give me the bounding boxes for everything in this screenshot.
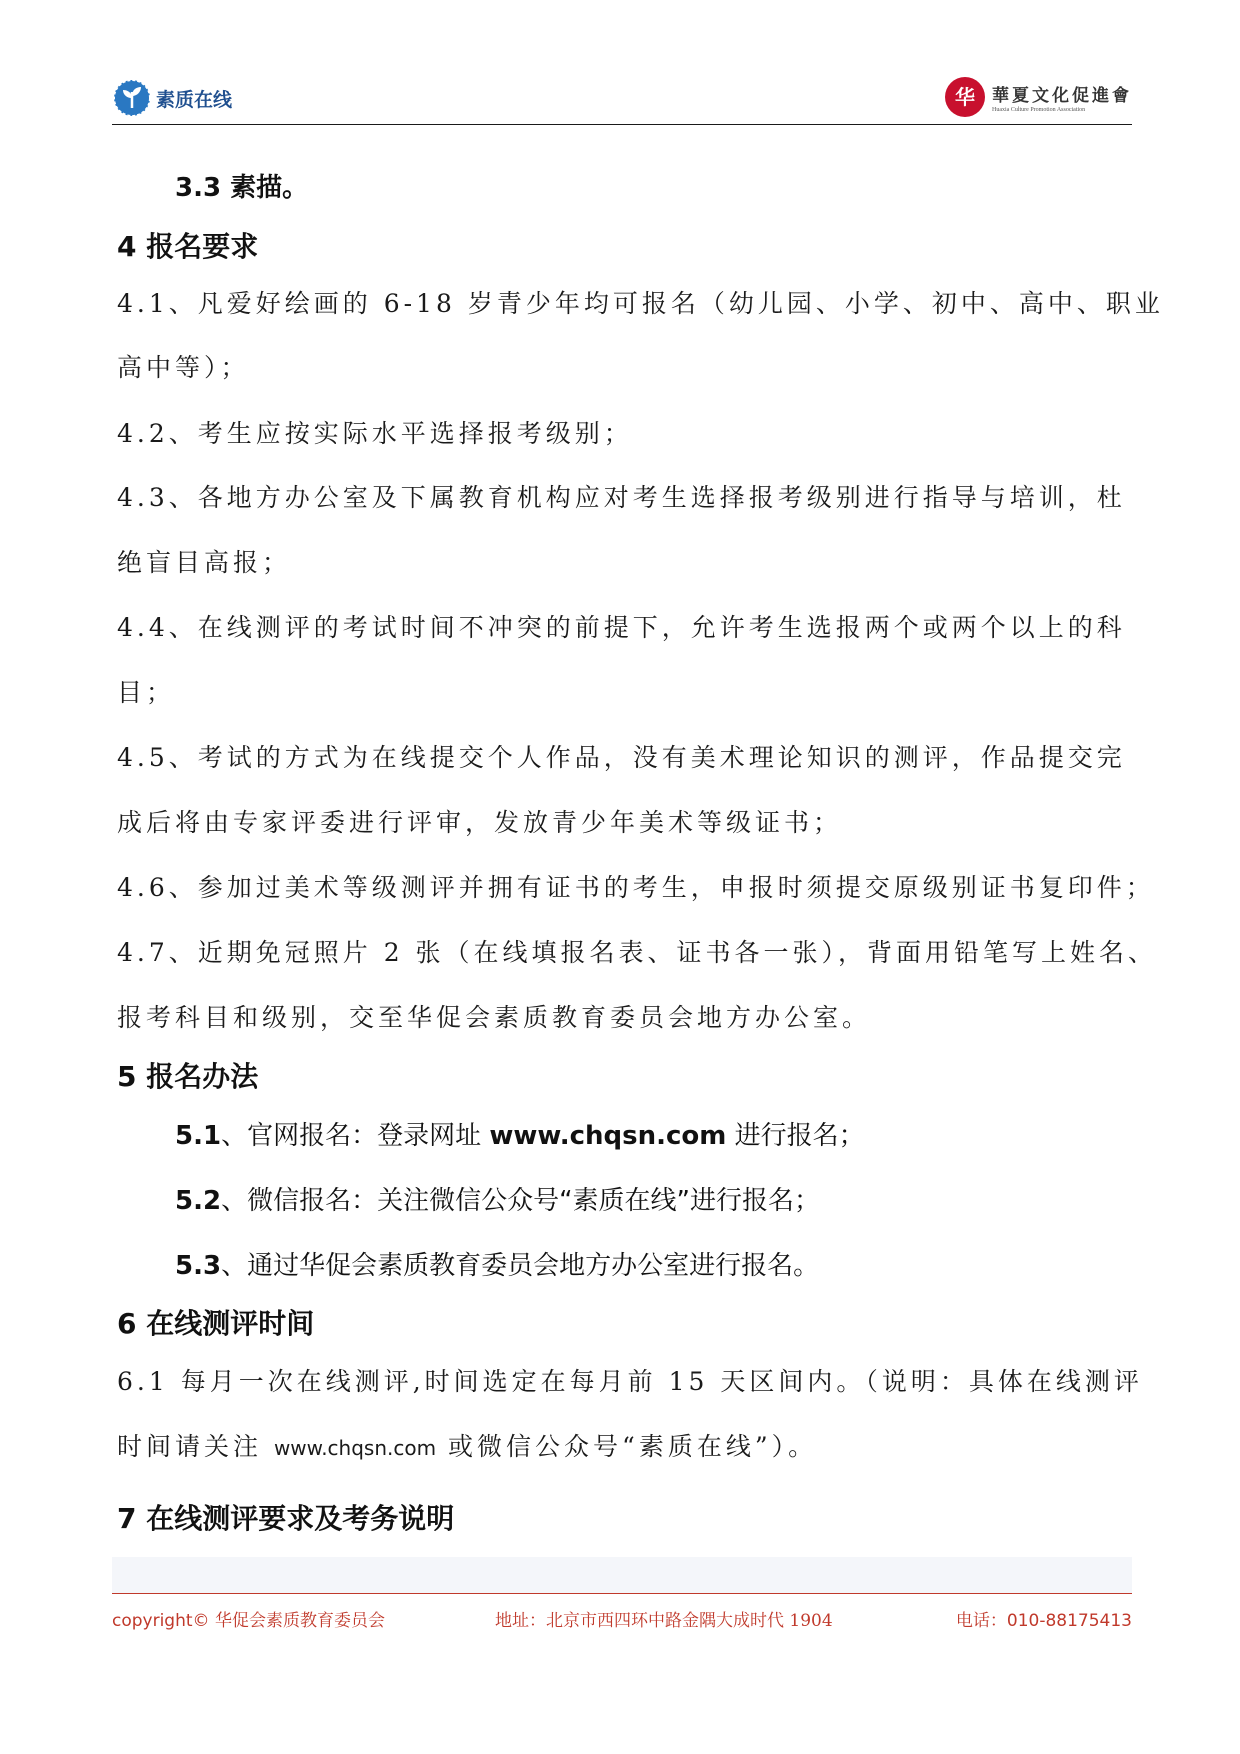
paragraph-4-2: 4.2、考生应按实际水平选择报考级别；: [117, 419, 633, 448]
item-3-3: [175, 167, 308, 204]
footer-shade: [112, 1557, 1132, 1593]
org-name: 華夏文化促進會: [992, 86, 1132, 106]
suzhi-logo: [112, 76, 232, 120]
footer-address: 地址：北京市西四环中路金隅大成时代 1904: [495, 1611, 833, 1631]
section-6-title: 6 在线测评时间: [117, 1307, 315, 1340]
item-5-2-number: 5.2: [175, 1186, 222, 1216]
item-5-1-text-b: 进行报名；: [726, 1121, 865, 1151]
sprout-logo-icon: [112, 78, 152, 118]
paragraph-4-1-line-1: 4.1、凡爱好绘画的 6-18 岁青少年均可报名（幼儿园、小学、初中、高中、职业: [117, 289, 1164, 318]
item-5-2: [175, 1180, 820, 1217]
paragraph-4-4-line-2: 目；: [117, 678, 176, 707]
footer-copyright: copyright© 华促会素质教育委员会: [112, 1611, 385, 1631]
paragraph-4-3-line-2: 绝盲目高报；: [117, 548, 292, 577]
org-seal-icon: [944, 76, 986, 118]
footer-phone: 电话：010-88175413: [955, 1611, 1132, 1631]
huaxia-org-logo: [944, 72, 1132, 122]
page-header: [112, 72, 1132, 124]
paragraph-4-4-line-1: 4.4、在线测评的考试时间不冲突的前提下，允许考生选报两个或两个以上的科: [117, 613, 1126, 642]
paragraph-4-1-line-2: 高中等）；: [117, 353, 250, 382]
section-7-title: 7 在线测评要求及考务说明: [117, 1502, 455, 1535]
logo-text: 素质在线: [156, 88, 233, 111]
footer-divider: [112, 1593, 1132, 1594]
paragraph-6-1-line-2: [117, 1427, 817, 1463]
paragraph-6-1-line-1: 6.1 每月一次在线测评,时间选定在每月前 15 天区间内。（说明：具体在线测评: [117, 1367, 1143, 1396]
paragraph-4-7-line-1: 4.7、近期免冠照片 2 张（在线填报名表、证书各一张），背面用铅笔写上姓名、: [117, 938, 1158, 967]
item-5-1-number: 5.1: [175, 1121, 222, 1151]
paragraph-4-3-line-1: 4.3、各地方办公室及下属教育机构应对考生选择报考级别进行指导与培训，杜: [117, 483, 1126, 512]
paragraph-6-1-url-link[interactable]: www.chqsn.com: [273, 1436, 437, 1460]
item-5-2-text: 、微信报名：关注微信公众号“素质在线”进行报名；: [221, 1186, 821, 1216]
paragraph-4-7-line-2: 报考科目和级别，交至华促会素质教育委员会地方办公室。: [117, 1003, 872, 1032]
item-5-1-text-a: 、官网报名：登录网址: [221, 1121, 490, 1151]
item-5-1-url-link[interactable]: www.chqsn.com: [489, 1121, 727, 1151]
paragraph-4-6: 4.6、参加过美术等级测评并拥有证书的考生，申报时须提交原级别证书复印件；: [117, 873, 1155, 902]
item-5-3-number: 5.3: [175, 1251, 222, 1281]
item-3-3-text: 3.3 素描。: [175, 173, 309, 203]
item-5-3: [175, 1245, 819, 1282]
paragraph-6-1-text-b: 或微信公众号“素质在线”）。: [436, 1432, 818, 1461]
paragraph-4-5-line-2: 成后将由专家评委进行评审，发放青少年美术等级证书；: [117, 808, 843, 837]
paragraph-6-1-text-a: 时间请关注: [117, 1432, 274, 1461]
header-divider: [112, 124, 1132, 125]
paragraph-4-5-line-1: 4.5、考试的方式为在线提交个人作品，没有美术理论知识的测评，作品提交完: [117, 743, 1126, 772]
item-5-3-text: 、通过华促会素质教育委员会地方办公室进行报名。: [221, 1251, 820, 1281]
svg-text:华: 华: [955, 85, 975, 109]
org-name-en: Huaxia Culture Promotion Association: [992, 107, 1086, 113]
section-5-title: 5 报名办法: [117, 1060, 259, 1093]
section-4-title: 4 报名要求: [117, 230, 259, 263]
item-5-1: [175, 1115, 865, 1152]
